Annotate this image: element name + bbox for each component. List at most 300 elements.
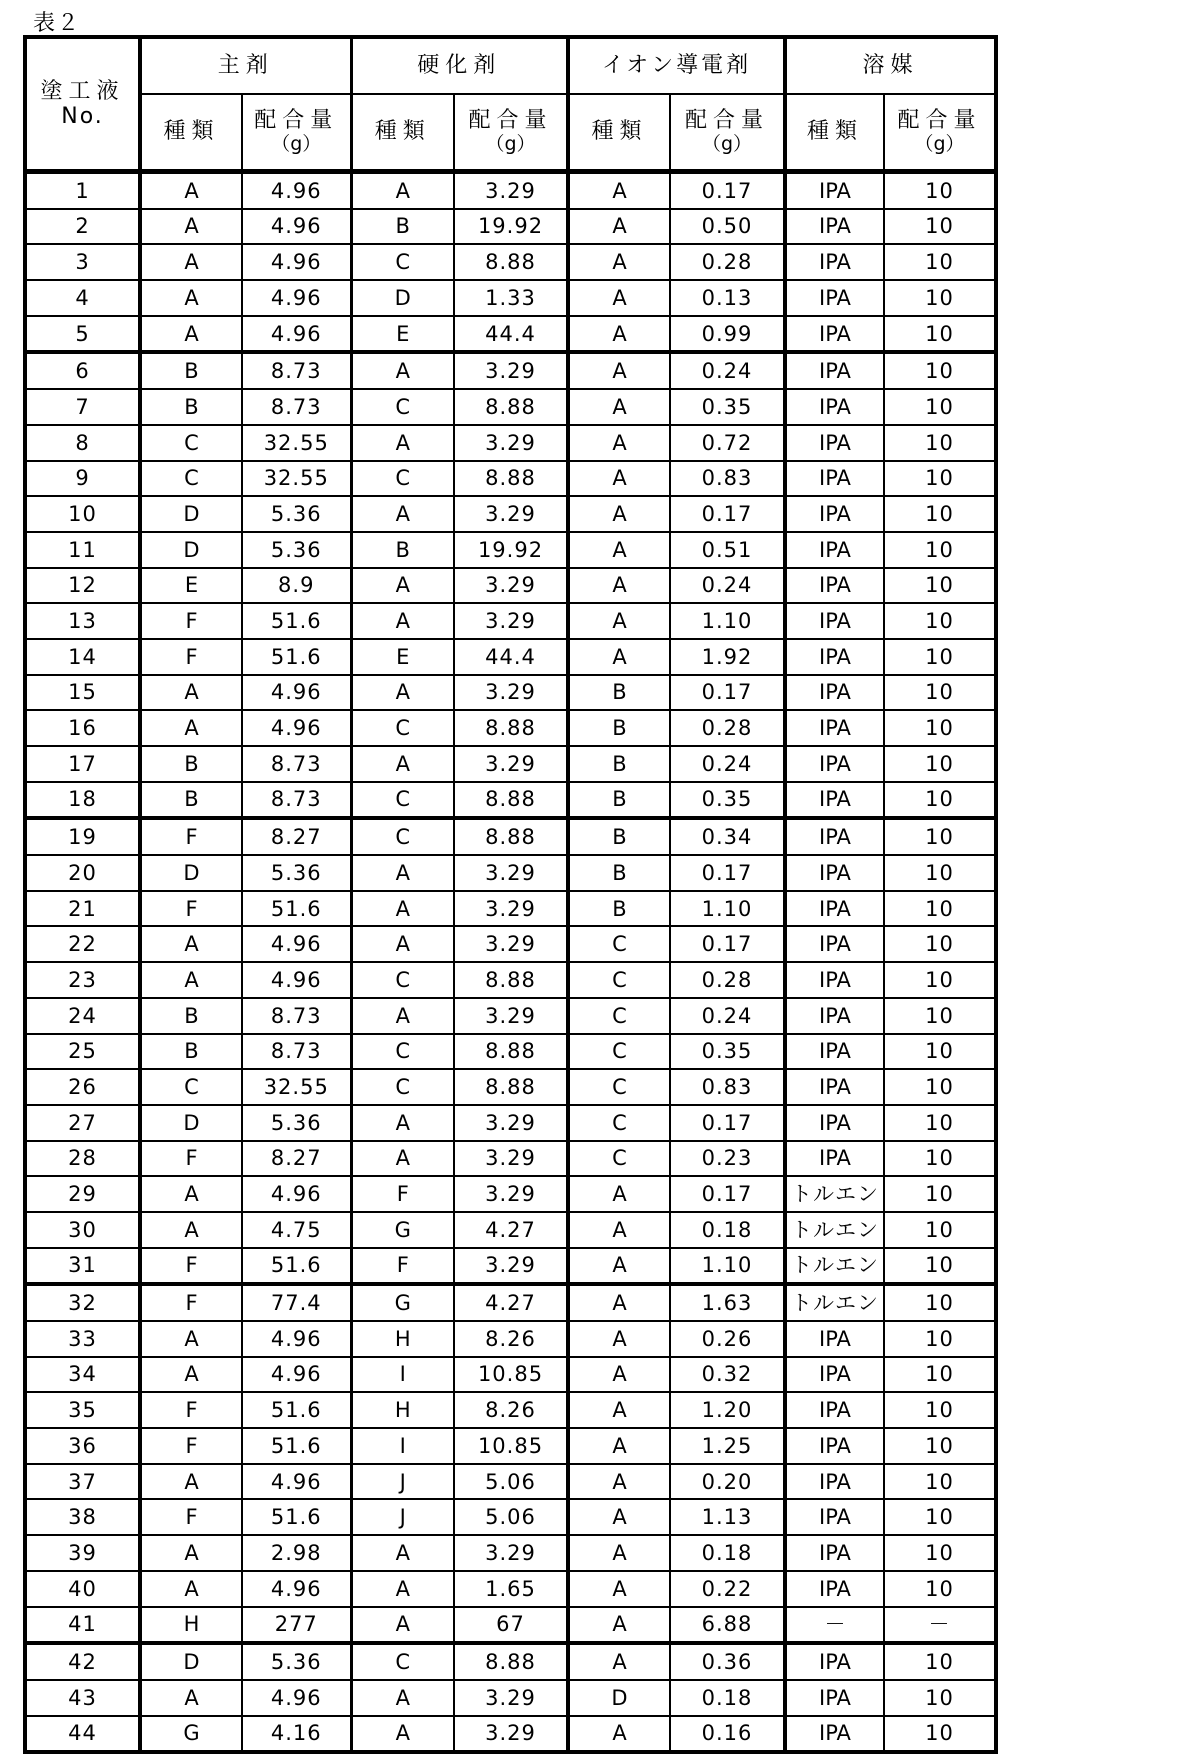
cell-solvent-type: IPA bbox=[785, 1680, 884, 1716]
cell-no: 10 bbox=[25, 496, 140, 532]
table-row bbox=[25, 1105, 996, 1141]
cell-ion-type: A bbox=[568, 1571, 670, 1607]
cell-no: 26 bbox=[25, 1069, 140, 1105]
cell-curing-amount: 19.92 bbox=[454, 209, 568, 245]
table-row bbox=[25, 1571, 996, 1607]
cell-main-amount: 8.73 bbox=[242, 1034, 351, 1070]
cell-ion-type: B bbox=[568, 746, 670, 782]
table-row bbox=[25, 1321, 996, 1357]
table-row bbox=[25, 855, 996, 891]
cell-curing-amount: 3.29 bbox=[454, 1680, 568, 1716]
cell-curing-type: B bbox=[351, 532, 454, 568]
cell-main-amount: 4.16 bbox=[242, 1716, 351, 1753]
cell-no: 33 bbox=[25, 1321, 140, 1357]
cell-curing-type: C bbox=[351, 962, 454, 998]
cell-main-amount: 51.6 bbox=[242, 603, 351, 639]
cell-solvent-type: IPA bbox=[785, 425, 884, 461]
cell-curing-type: A bbox=[351, 1607, 454, 1644]
header-curing-amount bbox=[454, 94, 568, 172]
cell-solvent-amount: 10 bbox=[884, 532, 996, 568]
cell-main-type: F bbox=[140, 1428, 242, 1464]
header-group-solvent: 溶媒 bbox=[785, 37, 996, 94]
cell-main-amount: 32.55 bbox=[242, 461, 351, 497]
cell-ion-type: A bbox=[568, 603, 670, 639]
cell-ion-type: A bbox=[568, 1535, 670, 1571]
cell-solvent-amount: 10 bbox=[884, 818, 996, 855]
header-group-curing-agent: 硬化剤 bbox=[351, 37, 568, 94]
header-row-groups bbox=[25, 37, 996, 94]
cell-main-type: A bbox=[140, 172, 242, 209]
cell-ion-type: A bbox=[568, 1357, 670, 1393]
cell-solvent-amount: 10 bbox=[884, 675, 996, 711]
cell-main-amount: 277 bbox=[242, 1607, 351, 1644]
cell-curing-type: A bbox=[351, 1535, 454, 1571]
cell-solvent-amount: 10 bbox=[884, 568, 996, 604]
cell-solvent-amount: 10 bbox=[884, 425, 996, 461]
cell-ion-type: A bbox=[568, 1607, 670, 1644]
cell-curing-type: C bbox=[351, 782, 454, 819]
cell-ion-amount: 0.18 bbox=[670, 1535, 785, 1571]
cell-curing-amount: 8.88 bbox=[454, 461, 568, 497]
table-row bbox=[25, 1212, 996, 1248]
cell-solvent-amount: 10 bbox=[884, 1499, 996, 1535]
cell-ion-type: A bbox=[568, 352, 670, 389]
amount-label: 配合量 bbox=[468, 108, 553, 134]
table-row bbox=[25, 280, 996, 316]
cell-main-amount: 51.6 bbox=[242, 1428, 351, 1464]
cell-no: 32 bbox=[25, 1284, 140, 1321]
cell-curing-type: F bbox=[351, 1248, 454, 1285]
cell-ion-amount: 0.72 bbox=[670, 425, 785, 461]
cell-ion-amount: 0.83 bbox=[670, 461, 785, 497]
cell-no: 3 bbox=[25, 244, 140, 280]
cell-solvent-type: トルエン bbox=[785, 1212, 884, 1248]
cell-main-type: A bbox=[140, 962, 242, 998]
cell-main-type: F bbox=[140, 1141, 242, 1177]
cell-ion-amount: 0.17 bbox=[670, 926, 785, 962]
cell-main-type: A bbox=[140, 1464, 242, 1500]
cell-ion-type: B bbox=[568, 675, 670, 711]
cell-main-type: F bbox=[140, 603, 242, 639]
cell-main-amount: 4.96 bbox=[242, 1571, 351, 1607]
cell-solvent-amount: 10 bbox=[884, 1248, 996, 1285]
cell-solvent-amount: 10 bbox=[884, 1643, 996, 1680]
unit-label: （g） bbox=[271, 132, 322, 155]
unit-label: （g） bbox=[485, 132, 536, 155]
cell-ion-type: A bbox=[568, 639, 670, 675]
cell-curing-amount: 10.85 bbox=[454, 1357, 568, 1393]
cell-no: 21 bbox=[25, 891, 140, 927]
cell-ion-type: A bbox=[568, 389, 670, 425]
cell-ion-amount: 0.83 bbox=[670, 1069, 785, 1105]
table-row bbox=[25, 782, 996, 819]
cell-ion-type: A bbox=[568, 568, 670, 604]
cell-solvent-type: IPA bbox=[785, 1643, 884, 1680]
cell-main-amount: 5.36 bbox=[242, 532, 351, 568]
cell-no: 41 bbox=[25, 1607, 140, 1644]
cell-main-amount: 5.36 bbox=[242, 855, 351, 891]
cell-curing-type: A bbox=[351, 891, 454, 927]
cell-ion-type: A bbox=[568, 1392, 670, 1428]
cell-main-amount: 4.96 bbox=[242, 926, 351, 962]
cell-main-amount: 8.27 bbox=[242, 818, 351, 855]
cell-solvent-type: IPA bbox=[785, 603, 884, 639]
cell-ion-amount: 0.24 bbox=[670, 352, 785, 389]
cell-curing-type: F bbox=[351, 1176, 454, 1212]
header-group-ion-conductive-agent: イオン導電剤 bbox=[568, 37, 785, 94]
header-solvent-amount bbox=[884, 94, 996, 172]
table-row bbox=[25, 389, 996, 425]
cell-no: 29 bbox=[25, 1176, 140, 1212]
cell-ion-amount: 0.26 bbox=[670, 1321, 785, 1357]
cell-curing-type: H bbox=[351, 1392, 454, 1428]
cell-ion-type: C bbox=[568, 998, 670, 1034]
cell-ion-amount: 1.92 bbox=[670, 639, 785, 675]
cell-curing-amount: 8.88 bbox=[454, 389, 568, 425]
cell-curing-amount: 3.29 bbox=[454, 891, 568, 927]
cell-main-type: A bbox=[140, 1535, 242, 1571]
cell-ion-amount: 0.17 bbox=[670, 172, 785, 209]
cell-ion-type: A bbox=[568, 1499, 670, 1535]
cell-solvent-type: IPA bbox=[785, 244, 884, 280]
cell-curing-amount: 4.27 bbox=[454, 1284, 568, 1321]
cell-curing-type: A bbox=[351, 425, 454, 461]
table-row bbox=[25, 1357, 996, 1393]
cell-main-type: A bbox=[140, 209, 242, 245]
cell-curing-type: A bbox=[351, 1141, 454, 1177]
cell-ion-amount: 0.34 bbox=[670, 818, 785, 855]
amount-label: 配合量 bbox=[897, 108, 982, 134]
cell-ion-type: A bbox=[568, 1716, 670, 1753]
cell-curing-type: C bbox=[351, 244, 454, 280]
cell-ion-type: D bbox=[568, 1680, 670, 1716]
cell-main-amount: 51.6 bbox=[242, 1499, 351, 1535]
cell-solvent-type: IPA bbox=[785, 209, 884, 245]
table-row bbox=[25, 818, 996, 855]
table-row bbox=[25, 1176, 996, 1212]
cell-solvent-amount: 10 bbox=[884, 1571, 996, 1607]
cell-ion-type: A bbox=[568, 1284, 670, 1321]
cell-main-type: D bbox=[140, 496, 242, 532]
cell-solvent-amount: 10 bbox=[884, 316, 996, 353]
cell-solvent-amount: 10 bbox=[884, 962, 996, 998]
cell-ion-amount: 1.25 bbox=[670, 1428, 785, 1464]
cell-main-amount: 51.6 bbox=[242, 891, 351, 927]
cell-ion-amount: 0.36 bbox=[670, 1643, 785, 1680]
cell-ion-type: B bbox=[568, 818, 670, 855]
cell-curing-amount: 8.88 bbox=[454, 962, 568, 998]
cell-main-amount: 51.6 bbox=[242, 1392, 351, 1428]
cell-ion-amount: 0.18 bbox=[670, 1212, 785, 1248]
cell-curing-type: E bbox=[351, 316, 454, 353]
cell-ion-type: A bbox=[568, 1248, 670, 1285]
cell-curing-type: A bbox=[351, 675, 454, 711]
cell-no: 39 bbox=[25, 1535, 140, 1571]
header-curing-type: 種類 bbox=[351, 94, 454, 172]
cell-main-amount: 4.96 bbox=[242, 316, 351, 353]
cell-no: 17 bbox=[25, 746, 140, 782]
cell-no: 28 bbox=[25, 1141, 140, 1177]
table-row bbox=[25, 1535, 996, 1571]
cell-solvent-type: IPA bbox=[785, 639, 884, 675]
cell-curing-type: A bbox=[351, 603, 454, 639]
cell-main-amount: 2.98 bbox=[242, 1535, 351, 1571]
cell-solvent-type: IPA bbox=[785, 496, 884, 532]
cell-main-amount: 4.96 bbox=[242, 1357, 351, 1393]
cell-solvent-amount: 10 bbox=[884, 1716, 996, 1753]
cell-solvent-type: IPA bbox=[785, 1357, 884, 1393]
cell-ion-amount: 0.18 bbox=[670, 1680, 785, 1716]
cell-solvent-type: － bbox=[785, 1607, 884, 1644]
cell-main-type: E bbox=[140, 568, 242, 604]
cell-solvent-amount: 10 bbox=[884, 209, 996, 245]
cell-curing-amount: 1.65 bbox=[454, 1571, 568, 1607]
cell-ion-type: A bbox=[568, 1464, 670, 1500]
cell-main-amount: 5.36 bbox=[242, 1643, 351, 1680]
cell-curing-amount: 1.33 bbox=[454, 280, 568, 316]
cell-main-type: F bbox=[140, 639, 242, 675]
cell-main-type: B bbox=[140, 782, 242, 819]
cell-solvent-amount: 10 bbox=[884, 603, 996, 639]
cell-curing-type: C bbox=[351, 461, 454, 497]
cell-ion-type: A bbox=[568, 1643, 670, 1680]
header-solvent-type: 種類 bbox=[785, 94, 884, 172]
cell-solvent-type: IPA bbox=[785, 1105, 884, 1141]
table-row bbox=[25, 1284, 996, 1321]
cell-main-amount: 4.96 bbox=[242, 962, 351, 998]
cell-main-amount: 4.96 bbox=[242, 280, 351, 316]
cell-no: 14 bbox=[25, 639, 140, 675]
cell-solvent-amount: － bbox=[884, 1607, 996, 1644]
cell-solvent-type: IPA bbox=[785, 1034, 884, 1070]
cell-solvent-type: IPA bbox=[785, 675, 884, 711]
cell-ion-amount: 1.10 bbox=[670, 603, 785, 639]
cell-no: 19 bbox=[25, 818, 140, 855]
cell-main-amount: 32.55 bbox=[242, 1069, 351, 1105]
cell-main-amount: 4.96 bbox=[242, 172, 351, 209]
cell-curing-type: A bbox=[351, 172, 454, 209]
cell-solvent-amount: 10 bbox=[884, 710, 996, 746]
cell-ion-amount: 0.20 bbox=[670, 1464, 785, 1500]
cell-curing-amount: 3.29 bbox=[454, 675, 568, 711]
cell-no: 18 bbox=[25, 782, 140, 819]
table-row bbox=[25, 1141, 996, 1177]
table-row bbox=[25, 1392, 996, 1428]
cell-solvent-amount: 10 bbox=[884, 1321, 996, 1357]
cell-solvent-type: IPA bbox=[785, 855, 884, 891]
table-row bbox=[25, 425, 996, 461]
cell-main-type: F bbox=[140, 1284, 242, 1321]
cell-no: 20 bbox=[25, 855, 140, 891]
cell-ion-amount: 1.10 bbox=[670, 1248, 785, 1285]
cell-curing-amount: 4.27 bbox=[454, 1212, 568, 1248]
cell-no: 34 bbox=[25, 1357, 140, 1393]
cell-curing-type: A bbox=[351, 568, 454, 604]
cell-solvent-type: IPA bbox=[785, 710, 884, 746]
table-row bbox=[25, 568, 996, 604]
cell-solvent-amount: 10 bbox=[884, 926, 996, 962]
cell-solvent-type: IPA bbox=[785, 568, 884, 604]
cell-solvent-type: IPA bbox=[785, 926, 884, 962]
cell-no: 5 bbox=[25, 316, 140, 353]
cell-solvent-amount: 10 bbox=[884, 1464, 996, 1500]
table-body bbox=[25, 172, 996, 1753]
cell-ion-type: B bbox=[568, 891, 670, 927]
table-row bbox=[25, 1716, 996, 1753]
cell-no: 35 bbox=[25, 1392, 140, 1428]
cell-curing-type: A bbox=[351, 855, 454, 891]
cell-main-amount: 4.96 bbox=[242, 209, 351, 245]
cell-ion-type: A bbox=[568, 244, 670, 280]
table-row bbox=[25, 1680, 996, 1716]
cell-curing-type: A bbox=[351, 1105, 454, 1141]
cell-solvent-amount: 10 bbox=[884, 1535, 996, 1571]
cell-main-type: A bbox=[140, 244, 242, 280]
cell-no: 8 bbox=[25, 425, 140, 461]
cell-ion-type: C bbox=[568, 1069, 670, 1105]
cell-ion-type: A bbox=[568, 425, 670, 461]
cell-solvent-amount: 10 bbox=[884, 1357, 996, 1393]
cell-ion-type: A bbox=[568, 316, 670, 353]
cell-ion-amount: 0.24 bbox=[670, 746, 785, 782]
cell-curing-amount: 3.29 bbox=[454, 855, 568, 891]
cell-main-amount: 5.36 bbox=[242, 496, 351, 532]
cell-main-amount: 4.96 bbox=[242, 244, 351, 280]
cell-main-type: D bbox=[140, 532, 242, 568]
cell-main-type: F bbox=[140, 1499, 242, 1535]
cell-solvent-type: IPA bbox=[785, 389, 884, 425]
table-row bbox=[25, 316, 996, 353]
table-row bbox=[25, 962, 996, 998]
cell-main-type: F bbox=[140, 891, 242, 927]
cell-curing-amount: 3.29 bbox=[454, 1105, 568, 1141]
table-row bbox=[25, 1034, 996, 1070]
cell-solvent-amount: 10 bbox=[884, 639, 996, 675]
cell-main-type: C bbox=[140, 425, 242, 461]
cell-curing-amount: 3.29 bbox=[454, 1176, 568, 1212]
cell-curing-amount: 5.06 bbox=[454, 1499, 568, 1535]
table-row bbox=[25, 639, 996, 675]
cell-main-type: D bbox=[140, 1105, 242, 1141]
cell-solvent-amount: 10 bbox=[884, 1428, 996, 1464]
cell-curing-type: A bbox=[351, 496, 454, 532]
cell-solvent-amount: 10 bbox=[884, 172, 996, 209]
cell-curing-type: G bbox=[351, 1284, 454, 1321]
cell-curing-amount: 3.29 bbox=[454, 1141, 568, 1177]
cell-main-type: A bbox=[140, 1176, 242, 1212]
cell-curing-type: I bbox=[351, 1357, 454, 1393]
table-row bbox=[25, 926, 996, 962]
cell-no: 9 bbox=[25, 461, 140, 497]
cell-ion-amount: 0.32 bbox=[670, 1357, 785, 1393]
table-caption: 表２ bbox=[33, 11, 82, 36]
cell-main-type: G bbox=[140, 1716, 242, 1753]
table-row bbox=[25, 746, 996, 782]
cell-ion-amount: 1.20 bbox=[670, 1392, 785, 1428]
cell-main-type: A bbox=[140, 280, 242, 316]
cell-main-type: A bbox=[140, 926, 242, 962]
cell-no: 16 bbox=[25, 710, 140, 746]
table-row bbox=[25, 532, 996, 568]
cell-solvent-type: IPA bbox=[785, 352, 884, 389]
cell-main-amount: 77.4 bbox=[242, 1284, 351, 1321]
cell-ion-type: A bbox=[568, 280, 670, 316]
table-row bbox=[25, 496, 996, 532]
header-main-amount bbox=[242, 94, 351, 172]
cell-solvent-type: IPA bbox=[785, 1392, 884, 1428]
cell-curing-type: A bbox=[351, 1680, 454, 1716]
table-row bbox=[25, 1643, 996, 1680]
cell-curing-amount: 3.29 bbox=[454, 352, 568, 389]
cell-ion-amount: 6.88 bbox=[670, 1607, 785, 1644]
cell-curing-amount: 8.88 bbox=[454, 1069, 568, 1105]
cell-main-amount: 4.96 bbox=[242, 1176, 351, 1212]
table-row bbox=[25, 461, 996, 497]
cell-curing-amount: 3.29 bbox=[454, 1535, 568, 1571]
cell-curing-amount: 5.06 bbox=[454, 1464, 568, 1500]
cell-solvent-type: IPA bbox=[785, 316, 884, 353]
cell-solvent-amount: 10 bbox=[884, 1392, 996, 1428]
cell-solvent-amount: 10 bbox=[884, 782, 996, 819]
cell-curing-amount: 10.85 bbox=[454, 1428, 568, 1464]
cell-curing-amount: 3.29 bbox=[454, 926, 568, 962]
cell-solvent-amount: 10 bbox=[884, 1176, 996, 1212]
cell-main-type: B bbox=[140, 1034, 242, 1070]
cell-solvent-amount: 10 bbox=[884, 1284, 996, 1321]
table-row bbox=[25, 710, 996, 746]
cell-curing-type: D bbox=[351, 280, 454, 316]
cell-curing-type: A bbox=[351, 926, 454, 962]
cell-curing-type: G bbox=[351, 1212, 454, 1248]
table-row bbox=[25, 352, 996, 389]
cell-ion-type: A bbox=[568, 1321, 670, 1357]
cell-ion-amount: 0.51 bbox=[670, 532, 785, 568]
cell-curing-type: A bbox=[351, 998, 454, 1034]
cell-main-type: A bbox=[140, 710, 242, 746]
cell-curing-type: C bbox=[351, 1643, 454, 1680]
header-main-type: 種類 bbox=[140, 94, 242, 172]
cell-ion-type: A bbox=[568, 209, 670, 245]
cell-curing-amount: 44.4 bbox=[454, 639, 568, 675]
cell-ion-amount: 0.28 bbox=[670, 710, 785, 746]
cell-no: 23 bbox=[25, 962, 140, 998]
cell-ion-amount: 1.13 bbox=[670, 1499, 785, 1535]
cell-main-type: C bbox=[140, 1069, 242, 1105]
cell-solvent-amount: 10 bbox=[884, 998, 996, 1034]
cell-curing-type: C bbox=[351, 1069, 454, 1105]
cell-curing-type: I bbox=[351, 1428, 454, 1464]
cell-solvent-amount: 10 bbox=[884, 1105, 996, 1141]
cell-main-type: B bbox=[140, 389, 242, 425]
cell-curing-amount: 44.4 bbox=[454, 316, 568, 353]
cell-main-amount: 8.27 bbox=[242, 1141, 351, 1177]
cell-no: 15 bbox=[25, 675, 140, 711]
header-group-main-agent: 主剤 bbox=[140, 37, 351, 94]
cell-solvent-amount: 10 bbox=[884, 1680, 996, 1716]
cell-ion-type: A bbox=[568, 532, 670, 568]
cell-main-type: B bbox=[140, 998, 242, 1034]
cell-solvent-amount: 10 bbox=[884, 746, 996, 782]
cell-main-amount: 8.9 bbox=[242, 568, 351, 604]
cell-solvent-type: IPA bbox=[785, 280, 884, 316]
cell-solvent-type: IPA bbox=[785, 1499, 884, 1535]
cell-ion-amount: 0.22 bbox=[670, 1571, 785, 1607]
cell-main-type: B bbox=[140, 746, 242, 782]
cell-solvent-type: IPA bbox=[785, 1321, 884, 1357]
cell-curing-amount: 3.29 bbox=[454, 425, 568, 461]
cell-no: 27 bbox=[25, 1105, 140, 1141]
cell-main-type: F bbox=[140, 1392, 242, 1428]
